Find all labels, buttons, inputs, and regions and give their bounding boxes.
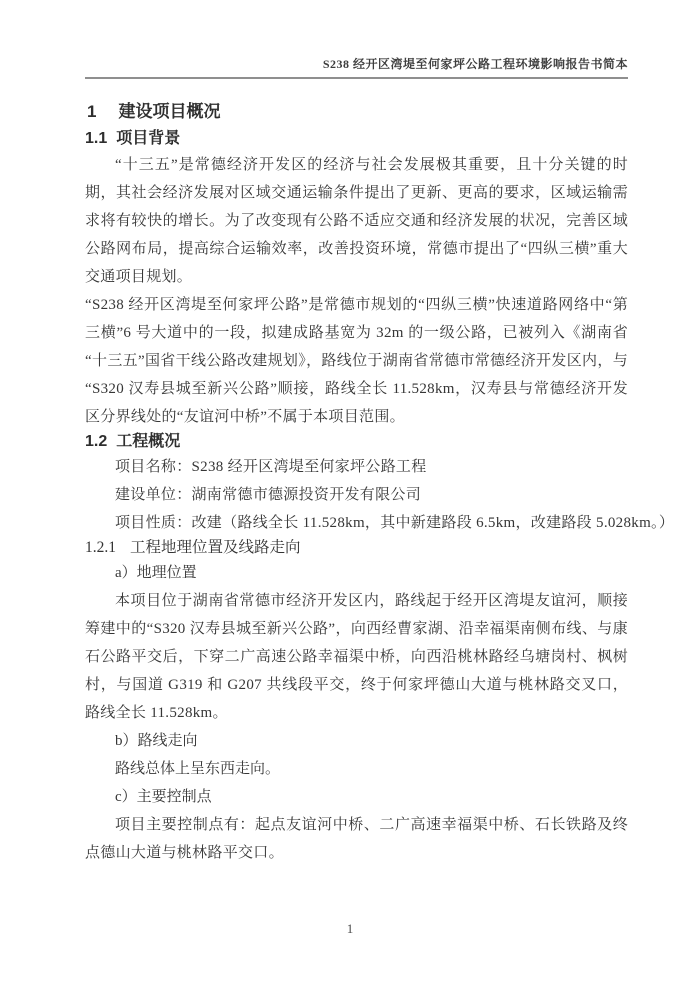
page-number: 1	[346, 921, 354, 936]
project-nature-line: 项目性质：改建（路线全长 11.528km，其中新建路段 6.5km，改建路段 5.028km。）	[115, 515, 675, 531]
header-title: S238 经开区湾堤至何家坪公路工程环境影响报告书简本	[322, 57, 628, 71]
section-heading-1-2-1	[85, 537, 628, 559]
section-number: 1.2.1	[85, 539, 116, 556]
section-number: 1	[87, 102, 97, 121]
section-heading-1-2	[85, 431, 628, 453]
background-paragraph-1: “十三五”是常德经济开发区的经济与社会发展极其重要，且十分关键的时期，其社会经济发展对区域交通运输条件提出了更新、更高的要求，区域运输需求将有较快的增长。为了改变现有公路不适应交通和经济发展的状况，完善区域公路网布局，提高综合运输效率，改善投资环境，常德市提出了“四纵三横”重大交通项目规划。	[85, 157, 628, 285]
background-paragraph-2: “S238 经开区湾堤至何家坪公路”是常德市规划的“四纵三横”快速道路网络中“第三横”6 号大道中的一段，拟建成路基宽为 32m 的一级公路，已被列入《湖南省“十三五”国省干线公路改建规划》，路线位于湖南省常德市常德经济开发区内，与“S320 汉寿县城至新兴公路”顺接，路线全长 11.528km，汉寿县与常德经济开发区分界线处的“友谊河中桥”不属于本项目范围。	[85, 297, 628, 425]
sub-item-b-label: b）路线走向	[115, 733, 198, 749]
control-points-paragraph: 项目主要控制点有：起点友谊河中桥、二广高速幸福渠中桥、石长铁路及终点德山大道与桃林路平交口。	[85, 817, 628, 861]
project-name-line: 项目名称：S238 经开区湾堤至何家坪公路工程	[115, 459, 427, 475]
route-direction-paragraph: 路线总体上呈东西走向。	[115, 761, 281, 777]
construction-unit-line: 建设单位：湖南常德市德源投资开发有限公司	[115, 487, 422, 503]
section-heading-1-1	[85, 127, 628, 151]
section-title: 项目背景	[116, 130, 181, 147]
header-rule	[85, 77, 628, 79]
section-title: 建设项目概况	[118, 102, 221, 121]
section-title: 工程概况	[116, 433, 181, 450]
section-heading-1	[87, 97, 628, 127]
sub-item-c-label: c）主要控制点	[115, 789, 212, 805]
section-number: 1.1	[85, 130, 108, 147]
geographic-location-paragraph: 本项目位于湖南省常德市经济开发区内，路线起于经开区湾堤友谊河，顺接筹建中的“S320 汉寿县城至新兴公路”，向西经曹家湖、沿幸福渠南侧布线、与康石公路平交后，下穿二广高速公路幸福渠中桥，向西沿桃林路经乌塘岗村、枫树村，与国道 G319 和 G207 共线段平交，终于何家坪德山大道与桃林路交叉口，路线全长 11.528km。	[85, 593, 628, 721]
section-title: 工程地理位置及线路走向	[130, 539, 301, 556]
sub-item-a-label: a）地理位置	[115, 565, 197, 581]
section-number: 1.2	[85, 433, 108, 450]
running-header	[85, 57, 628, 71]
